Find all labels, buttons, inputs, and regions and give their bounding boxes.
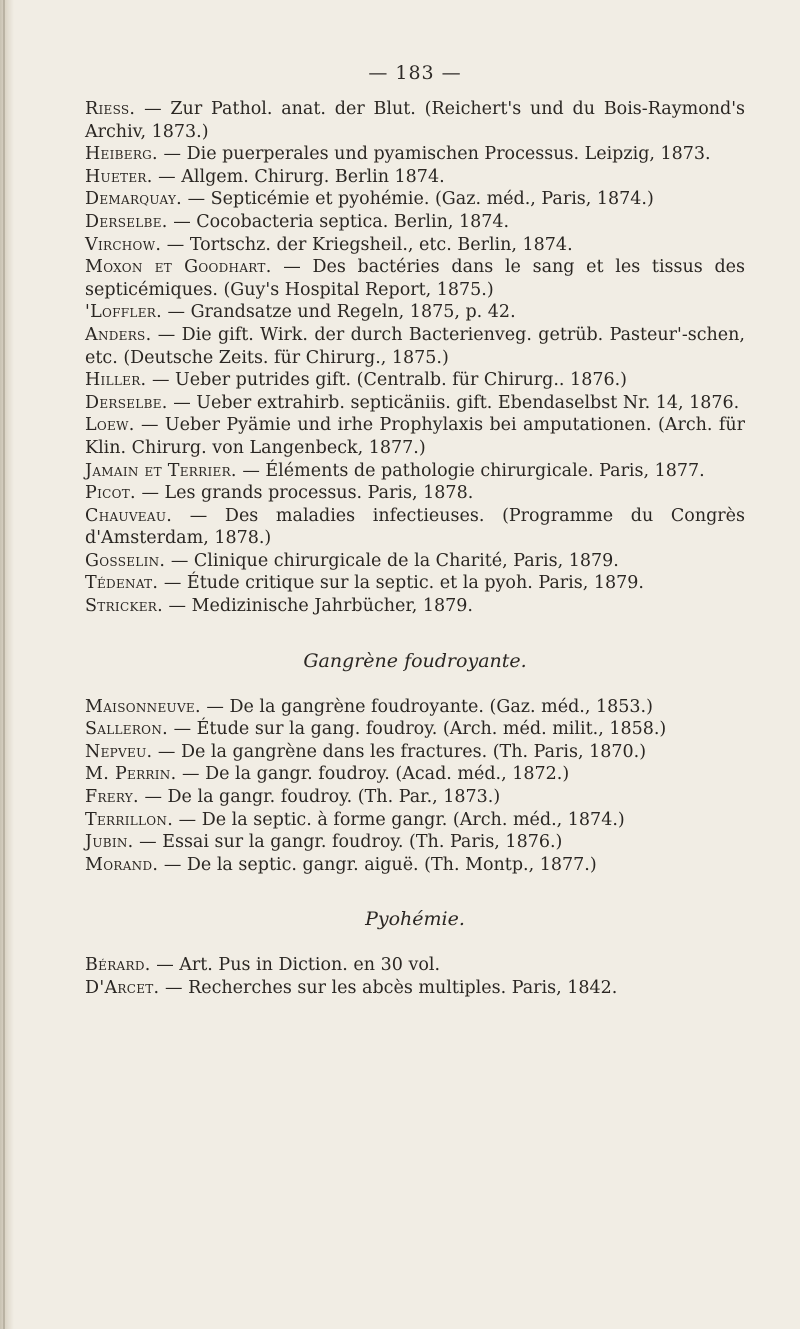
- entry-text: — Recherches sur les abcès multiples. Paris, 1842.: [159, 978, 618, 998]
- bibliography-entry: [85, 595, 745, 618]
- bibliography-entry: [85, 505, 745, 550]
- entry-author: Chauveau.: [85, 505, 173, 526]
- entry-text: — Ueber Pyämie und irhe Prophylaxis bei amputationen. (Arch. für Klin. Chirurg. von Langenbeck, 1877.): [85, 415, 745, 458]
- bibliography-entry: [85, 166, 745, 189]
- bibliography-entry: [85, 482, 745, 505]
- entry-author: Morand.: [85, 854, 159, 875]
- entry-text: — Septicémie et pyohémie. (Gaz. méd., Paris, 1874.): [182, 189, 654, 210]
- entry-author: Moxon et Goodhart.: [85, 257, 272, 278]
- entry-text: — Grandsatze und Regeln, 1875, p. 42.: [161, 302, 516, 323]
- section-title-gangrene: Gangrène foudroyante.: [303, 649, 527, 672]
- bibliography-entry: [85, 718, 745, 741]
- entry-text: — Zur Pathol. anat. der Blut. (Reichert's und du Bois-Raymond's Archiv, 1873.): [85, 99, 745, 142]
- section-title-pyohemie: Pyohémie.: [365, 908, 465, 931]
- entry-author: Heiberg.: [85, 144, 158, 165]
- entry-text: — De la gangr. foudroy. (Acad. méd., 1872.): [176, 764, 570, 785]
- entry-author: Frery.: [85, 787, 139, 808]
- entry-text: — Éléments de pathologie chirurgicale. Paris, 1877.: [236, 460, 705, 481]
- entry-author: Salleron.: [85, 719, 168, 740]
- entry-author: Picot.: [85, 483, 136, 504]
- entry-text: — De la gangr. foudroy. (Th. Par., 1873.): [138, 787, 501, 808]
- entry-author: Gosselin.: [85, 550, 166, 571]
- entry-text: — Allgem. Chirurg. Berlin 1874.: [152, 166, 445, 187]
- entry-text: — Cocobacteria septica. Berlin, 1874.: [167, 211, 510, 232]
- bibliography-entry: [85, 696, 745, 719]
- bibliography-entry: [85, 211, 745, 234]
- bibliography-entry: [85, 831, 745, 854]
- entry-text: — Tortschz. der Kriegsheil., etc. Berlin, 1874.: [161, 234, 573, 255]
- entry-author: Virchow.: [85, 234, 162, 255]
- bibliography-entry: [85, 809, 745, 832]
- entry-text: — Die puerperales und pyamischen Processus. Leipzig, 1873.: [157, 144, 711, 165]
- bibliography-entry: [85, 369, 745, 392]
- bibliography-entry: [85, 572, 745, 595]
- bibliography-entry: [85, 854, 745, 877]
- entry-text: — De la gangrène dans les fractures. (Th. Paris, 1870.): [152, 741, 647, 762]
- entry-text: — De la gangrène foudroyante. (Gaz. méd., 1853.): [200, 696, 653, 717]
- entry-text: — Clinique chirurgicale de la Charité, Paris, 1879.: [165, 550, 619, 571]
- entry-text: — Medizinische Jahrbücher, 1879.: [162, 596, 473, 617]
- bibliography-entry: [85, 954, 745, 977]
- entry-author: Maisonneuve.: [85, 696, 201, 717]
- bibliography-entry: [85, 143, 745, 166]
- entry-author: Bérard.: [85, 955, 151, 976]
- entry-text: — Étude sur la gang. foudroy. (Arch. méd. milit., 1858.): [168, 719, 667, 740]
- bibliography-entry: [85, 98, 745, 143]
- bibliography-entry: [85, 324, 745, 369]
- entry-text: — Des bactéries dans le sang et les tissus des septicémiques. (Guy's Hospital Report, 1875.): [85, 257, 745, 300]
- entry-text: — Essai sur la gangr. foudroy. (Th. Paris, 1876.): [133, 832, 563, 853]
- page-number: — 183 —: [368, 62, 462, 84]
- bibliography-entry: [85, 741, 745, 764]
- entry-author: Loew.: [85, 415, 135, 436]
- bibliography-entry: [85, 460, 745, 483]
- entry-author: Hiller.: [85, 370, 147, 391]
- binding-edge: [3, 0, 5, 1329]
- pyohemie-bibliography-list: [85, 954, 745, 999]
- bibliography-entry: [85, 301, 745, 324]
- entry-author: D'Arcet.: [85, 978, 160, 998]
- entry-text: — Des maladies infectieuses. (Programme du Congrès d'Amsterdam, 1878.): [85, 505, 745, 549]
- entry-author: Stricker.: [85, 596, 163, 617]
- bibliography-entry: [85, 977, 745, 1000]
- entry-text: — Ueber extrahirb. septicäniis. gift. Ebendaselbst Nr. 14, 1876.: [167, 392, 740, 413]
- bibliography-entry: [85, 786, 745, 809]
- bibliography-entry: [85, 550, 745, 573]
- entry-author: M. Perrin.: [85, 764, 177, 785]
- bibliography-entry: [85, 763, 745, 786]
- bibliography-list: [85, 98, 745, 618]
- book-page: [85, 62, 745, 1000]
- entry-text: — Étude critique sur la septic. et la pyoh. Paris, 1879.: [158, 573, 644, 594]
- entry-author: Jubin.: [85, 832, 134, 853]
- entry-author: Hueter.: [85, 166, 153, 187]
- bibliography-entry: [85, 392, 745, 415]
- entry-author: Terrillon.: [85, 809, 174, 830]
- entry-author: 'Loffler.: [85, 302, 162, 323]
- bibliography-entry: [85, 256, 745, 301]
- entry-text: — De la septic. à forme gangr. (Arch. méd., 1874.): [173, 809, 625, 830]
- entry-author: Derselbe.: [85, 392, 168, 413]
- entry-author: Nepveu.: [85, 741, 153, 762]
- entry-author: Derselbe.: [85, 211, 168, 232]
- entry-author: Demarquay.: [85, 189, 183, 210]
- entry-author: Anders.: [85, 324, 152, 345]
- bibliography-entry: [85, 234, 745, 257]
- entry-text: — Les grands processus. Paris, 1878.: [135, 483, 474, 504]
- bibliography-entry: [85, 188, 745, 211]
- bibliography-entry: [85, 414, 745, 459]
- entry-author: Riess.: [85, 99, 136, 119]
- entry-text: — De la septic. gangr. aiguë. (Th. Montp., 1877.): [158, 854, 597, 875]
- entry-text: — Ueber putrides gift. (Centralb. für Chirurg.. 1876.): [146, 370, 627, 391]
- entry-author: Jamain et Terrier.: [85, 460, 237, 481]
- entry-text: — Die gift. Wirk. der durch Bacterienveg. getrüb. Pasteur'-schen, etc. (Deutsche Zeits. für Chirurg., 1875.): [85, 324, 745, 368]
- gangrene-bibliography-list: [85, 696, 745, 877]
- entry-author: Tédenat.: [85, 573, 159, 594]
- entry-text: — Art. Pus in Diction. en 30 vol.: [150, 955, 441, 976]
